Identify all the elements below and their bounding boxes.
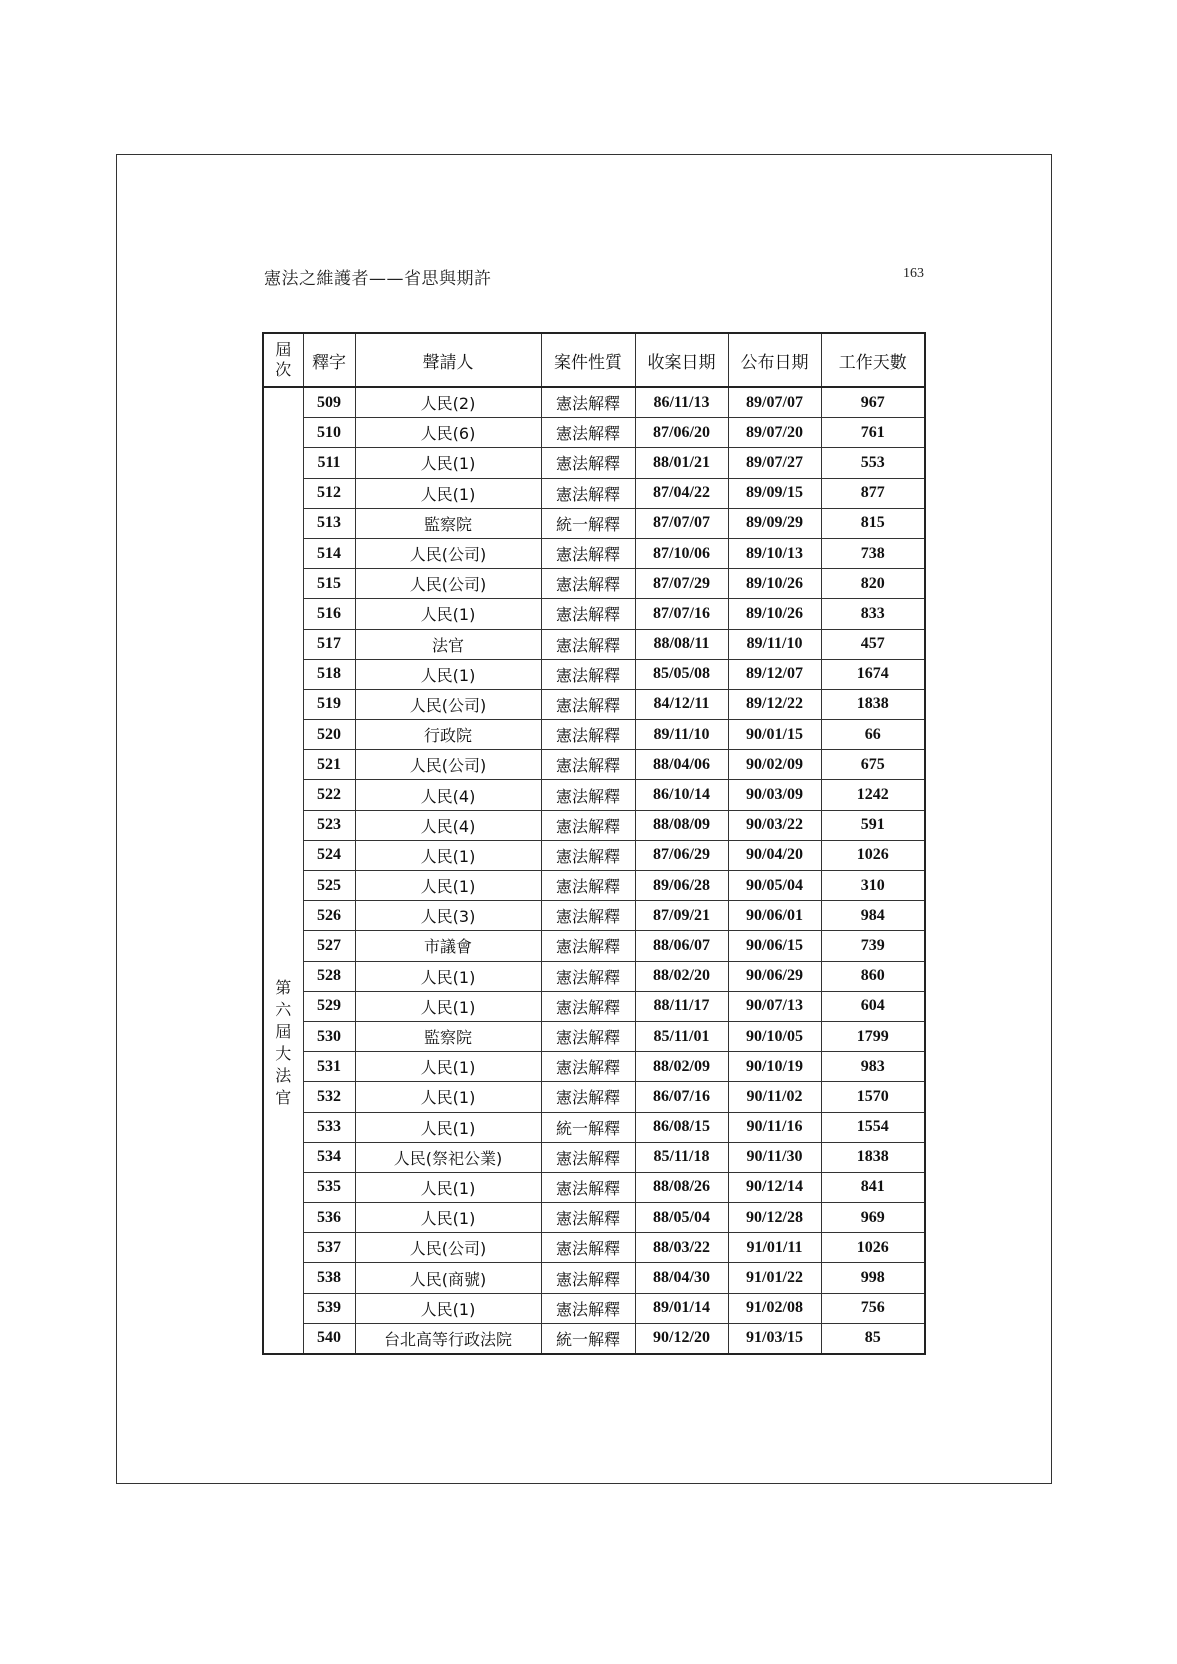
- cell-petitioner: 市議會: [355, 931, 541, 961]
- cell-interpretation-no: 538: [303, 1263, 355, 1293]
- cell-published-date: 89/07/27: [728, 448, 821, 478]
- cell-working-days: 1838: [821, 1142, 925, 1172]
- cell-published-date: 89/07/20: [728, 418, 821, 448]
- cell-received-date: 88/08/26: [635, 1172, 728, 1202]
- header-term-char-2: 次: [275, 360, 292, 379]
- cell-petitioner: 人民(祭祀公業): [355, 1142, 541, 1172]
- table-row: [263, 1293, 925, 1323]
- cell-interpretation-no: 517: [303, 629, 355, 659]
- cell-working-days: 85: [821, 1323, 925, 1354]
- cell-published-date: 89/07/07: [728, 387, 821, 418]
- cell-interpretation-no: 532: [303, 1082, 355, 1112]
- cell-received-date: 89/01/14: [635, 1293, 728, 1323]
- cell-interpretation-no: 516: [303, 599, 355, 629]
- cell-published-date: 89/11/10: [728, 629, 821, 659]
- cell-interpretation-no: 514: [303, 538, 355, 568]
- cell-petitioner: 人民(1): [355, 840, 541, 870]
- cell-interpretation-no: 529: [303, 991, 355, 1021]
- cell-published-date: 90/10/05: [728, 1021, 821, 1051]
- cell-case-type: 憲法解釋: [541, 1263, 635, 1293]
- table-row: [263, 689, 925, 719]
- cell-received-date: 87/04/22: [635, 478, 728, 508]
- interpretation-table: [262, 332, 926, 1355]
- header-term: [263, 333, 303, 387]
- header-term-char-1: 屆: [275, 340, 292, 359]
- cell-received-date: 87/07/29: [635, 569, 728, 599]
- table-row: [263, 1052, 925, 1082]
- cell-received-date: 86/10/14: [635, 780, 728, 810]
- cell-published-date: 90/03/09: [728, 780, 821, 810]
- cell-published-date: 90/06/29: [728, 961, 821, 991]
- cell-case-type: 憲法解釋: [541, 810, 635, 840]
- cell-case-type: 憲法解釋: [541, 689, 635, 719]
- table-row: [263, 1203, 925, 1233]
- cell-working-days: 967: [821, 387, 925, 418]
- cell-case-type: 憲法解釋: [541, 478, 635, 508]
- cell-working-days: 675: [821, 750, 925, 780]
- table-row: [263, 478, 925, 508]
- cell-working-days: 815: [821, 508, 925, 538]
- cell-petitioner: 監察院: [355, 508, 541, 538]
- cell-interpretation-no: 512: [303, 478, 355, 508]
- cell-received-date: 88/03/22: [635, 1233, 728, 1263]
- cell-received-date: 90/12/20: [635, 1323, 728, 1354]
- table-row: [263, 1142, 925, 1172]
- cell-petitioner: 人民(1): [355, 871, 541, 901]
- cell-working-days: 1674: [821, 659, 925, 689]
- cell-received-date: 87/06/29: [635, 840, 728, 870]
- cell-received-date: 88/02/20: [635, 961, 728, 991]
- cell-case-type: 憲法解釋: [541, 720, 635, 750]
- cell-petitioner: 人民(1): [355, 1082, 541, 1112]
- cell-case-type: 憲法解釋: [541, 1233, 635, 1263]
- table-row: [263, 961, 925, 991]
- cell-published-date: 91/03/15: [728, 1323, 821, 1354]
- cell-received-date: 86/08/15: [635, 1112, 728, 1142]
- cell-petitioner: 人民(1): [355, 1112, 541, 1142]
- cell-case-type: 憲法解釋: [541, 599, 635, 629]
- cell-petitioner: 人民(1): [355, 1172, 541, 1202]
- table-row: [263, 538, 925, 568]
- cell-working-days: 761: [821, 418, 925, 448]
- cell-working-days: 841: [821, 1172, 925, 1202]
- cell-received-date: 88/05/04: [635, 1203, 728, 1233]
- table-body: [263, 387, 925, 1354]
- cell-received-date: 87/10/06: [635, 538, 728, 568]
- cell-interpretation-no: 536: [303, 1203, 355, 1233]
- cell-case-type: 統一解釋: [541, 508, 635, 538]
- header-case-type: 案件性質: [541, 333, 635, 387]
- table-row: [263, 871, 925, 901]
- cell-interpretation-no: 530: [303, 1021, 355, 1051]
- table-row: [263, 720, 925, 750]
- cell-case-type: 憲法解釋: [541, 538, 635, 568]
- cell-interpretation-no: 537: [303, 1233, 355, 1263]
- cell-published-date: 90/11/30: [728, 1142, 821, 1172]
- cell-published-date: 90/12/14: [728, 1172, 821, 1202]
- cell-published-date: 91/01/22: [728, 1263, 821, 1293]
- table-row: [263, 418, 925, 448]
- cell-received-date: 87/07/07: [635, 508, 728, 538]
- header-interpretation-no: 釋字: [303, 333, 355, 387]
- cell-petitioner: 人民(1): [355, 1203, 541, 1233]
- cell-published-date: 90/04/20: [728, 840, 821, 870]
- cell-working-days: 860: [821, 961, 925, 991]
- cell-published-date: 90/11/16: [728, 1112, 821, 1142]
- cell-interpretation-no: 519: [303, 689, 355, 719]
- cell-received-date: 87/07/16: [635, 599, 728, 629]
- cell-published-date: 89/12/22: [728, 689, 821, 719]
- cell-case-type: 憲法解釋: [541, 840, 635, 870]
- cell-interpretation-no: 526: [303, 901, 355, 931]
- cell-published-date: 89/10/26: [728, 569, 821, 599]
- cell-case-type: 憲法解釋: [541, 418, 635, 448]
- cell-interpretation-no: 527: [303, 931, 355, 961]
- cell-received-date: 88/01/21: [635, 448, 728, 478]
- header-received-date: 收案日期: [635, 333, 728, 387]
- table-row: [263, 931, 925, 961]
- cell-petitioner: 人民(6): [355, 418, 541, 448]
- cell-published-date: 91/02/08: [728, 1293, 821, 1323]
- cell-petitioner: 人民(公司): [355, 569, 541, 599]
- cell-working-days: 1838: [821, 689, 925, 719]
- cell-case-type: 憲法解釋: [541, 1293, 635, 1323]
- cell-published-date: 90/10/19: [728, 1052, 821, 1082]
- cell-case-type: 憲法解釋: [541, 1203, 635, 1233]
- cell-published-date: 89/10/26: [728, 599, 821, 629]
- cell-interpretation-no: 523: [303, 810, 355, 840]
- cell-received-date: 88/08/11: [635, 629, 728, 659]
- cell-petitioner: 行政院: [355, 720, 541, 750]
- cell-published-date: 89/10/13: [728, 538, 821, 568]
- cell-received-date: 84/12/11: [635, 689, 728, 719]
- cell-received-date: 87/06/20: [635, 418, 728, 448]
- running-title: 憲法之維護者——省思與期許: [264, 269, 492, 289]
- table-row: [263, 387, 925, 418]
- table-row: [263, 1172, 925, 1202]
- cell-published-date: 90/06/01: [728, 901, 821, 931]
- cell-case-type: 憲法解釋: [541, 448, 635, 478]
- cell-working-days: 591: [821, 810, 925, 840]
- page-number: 163: [903, 266, 924, 281]
- table-row: [263, 1263, 925, 1293]
- cell-interpretation-no: 522: [303, 780, 355, 810]
- cell-petitioner: 人民(1): [355, 478, 541, 508]
- table-row: [263, 508, 925, 538]
- table-row: [263, 991, 925, 1021]
- cell-interpretation-no: 525: [303, 871, 355, 901]
- cell-received-date: 88/04/30: [635, 1263, 728, 1293]
- cell-received-date: 86/07/16: [635, 1082, 728, 1112]
- cell-published-date: 90/06/15: [728, 931, 821, 961]
- cell-case-type: 憲法解釋: [541, 1082, 635, 1112]
- cell-published-date: 90/05/04: [728, 871, 821, 901]
- cell-working-days: 310: [821, 871, 925, 901]
- cell-received-date: 88/04/06: [635, 750, 728, 780]
- cell-petitioner: 人民(1): [355, 991, 541, 1021]
- table-row: [263, 1021, 925, 1051]
- table-row: [263, 659, 925, 689]
- cell-working-days: 833: [821, 599, 925, 629]
- cell-case-type: 憲法解釋: [541, 901, 635, 931]
- cell-petitioner: 人民(4): [355, 780, 541, 810]
- cell-interpretation-no: 510: [303, 418, 355, 448]
- table-row: [263, 1112, 925, 1142]
- cell-interpretation-no: 539: [303, 1293, 355, 1323]
- cell-interpretation-no: 540: [303, 1323, 355, 1354]
- cell-petitioner: 人民(1): [355, 448, 541, 478]
- cell-petitioner: 人民(2): [355, 387, 541, 418]
- table-row: [263, 901, 925, 931]
- cell-petitioner: 人民(商號): [355, 1263, 541, 1293]
- cell-case-type: 憲法解釋: [541, 629, 635, 659]
- cell-working-days: 1026: [821, 1233, 925, 1263]
- table-row: [263, 1082, 925, 1112]
- cell-interpretation-no: 524: [303, 840, 355, 870]
- table-row: [263, 1233, 925, 1263]
- cell-working-days: 604: [821, 991, 925, 1021]
- cell-petitioner: 人民(1): [355, 1293, 541, 1323]
- cell-case-type: 憲法解釋: [541, 1052, 635, 1082]
- cell-case-type: 憲法解釋: [541, 991, 635, 1021]
- header-working-days: 工作天數: [821, 333, 925, 387]
- cell-working-days: 998: [821, 1263, 925, 1293]
- cell-case-type: 憲法解釋: [541, 659, 635, 689]
- cell-petitioner: 人民(公司): [355, 538, 541, 568]
- cell-working-days: 756: [821, 1293, 925, 1323]
- cell-petitioner: 法官: [355, 629, 541, 659]
- cell-petitioner: 監察院: [355, 1021, 541, 1051]
- table-row: [263, 448, 925, 478]
- cell-interpretation-no: 534: [303, 1142, 355, 1172]
- cell-petitioner: 人民(4): [355, 810, 541, 840]
- cell-working-days: 66: [821, 720, 925, 750]
- cell-published-date: 90/07/13: [728, 991, 821, 1021]
- cell-received-date: 85/11/01: [635, 1021, 728, 1051]
- cell-working-days: 984: [821, 901, 925, 931]
- table-row: [263, 840, 925, 870]
- cell-working-days: 820: [821, 569, 925, 599]
- cell-received-date: 89/06/28: [635, 871, 728, 901]
- cell-case-type: 憲法解釋: [541, 871, 635, 901]
- cell-interpretation-no: 528: [303, 961, 355, 991]
- term-cell: [263, 387, 303, 1354]
- cell-working-days: 1026: [821, 840, 925, 870]
- cell-case-type: 憲法解釋: [541, 931, 635, 961]
- cell-interpretation-no: 531: [303, 1052, 355, 1082]
- cell-published-date: 89/09/29: [728, 508, 821, 538]
- cell-received-date: 85/05/08: [635, 659, 728, 689]
- cell-published-date: 89/12/07: [728, 659, 821, 689]
- header-petitioner: 聲請人: [355, 333, 541, 387]
- cell-case-type: 憲法解釋: [541, 569, 635, 599]
- cell-working-days: 738: [821, 538, 925, 568]
- cell-interpretation-no: 511: [303, 448, 355, 478]
- cell-case-type: 憲法解釋: [541, 387, 635, 418]
- cell-published-date: 90/03/22: [728, 810, 821, 840]
- cell-received-date: 88/06/07: [635, 931, 728, 961]
- cell-case-type: 憲法解釋: [541, 1172, 635, 1202]
- cell-interpretation-no: 533: [303, 1112, 355, 1142]
- cell-case-type: 憲法解釋: [541, 780, 635, 810]
- table-header-row: [263, 333, 925, 387]
- cell-petitioner: 台北高等行政法院: [355, 1323, 541, 1354]
- cell-interpretation-no: 515: [303, 569, 355, 599]
- cell-case-type: 憲法解釋: [541, 961, 635, 991]
- cell-published-date: 90/11/02: [728, 1082, 821, 1112]
- cell-received-date: 88/11/17: [635, 991, 728, 1021]
- table-row: [263, 1323, 925, 1354]
- term-label: 第六屆大法官: [275, 978, 292, 1107]
- cell-received-date: 85/11/18: [635, 1142, 728, 1172]
- cell-petitioner: 人民(公司): [355, 689, 541, 719]
- cell-petitioner: 人民(3): [355, 901, 541, 931]
- cell-working-days: 983: [821, 1052, 925, 1082]
- table-row: [263, 780, 925, 810]
- table-row: [263, 810, 925, 840]
- header-published-date: 公布日期: [728, 333, 821, 387]
- cell-working-days: 877: [821, 478, 925, 508]
- cell-working-days: 1799: [821, 1021, 925, 1051]
- cell-working-days: 969: [821, 1203, 925, 1233]
- cell-petitioner: 人民(公司): [355, 750, 541, 780]
- cell-working-days: 1242: [821, 780, 925, 810]
- table-row: [263, 599, 925, 629]
- cell-petitioner: 人民(公司): [355, 1233, 541, 1263]
- cell-interpretation-no: 521: [303, 750, 355, 780]
- cell-petitioner: 人民(1): [355, 961, 541, 991]
- cell-working-days: 1554: [821, 1112, 925, 1142]
- cell-interpretation-no: 513: [303, 508, 355, 538]
- table-row: [263, 750, 925, 780]
- cell-petitioner: 人民(1): [355, 599, 541, 629]
- cell-working-days: 739: [821, 931, 925, 961]
- cell-published-date: 89/09/15: [728, 478, 821, 508]
- cell-working-days: 457: [821, 629, 925, 659]
- cell-case-type: 憲法解釋: [541, 1021, 635, 1051]
- cell-received-date: 86/11/13: [635, 387, 728, 418]
- cell-published-date: 90/01/15: [728, 720, 821, 750]
- cell-received-date: 87/09/21: [635, 901, 728, 931]
- cell-published-date: 90/02/09: [728, 750, 821, 780]
- cell-interpretation-no: 520: [303, 720, 355, 750]
- cell-case-type: 統一解釋: [541, 1323, 635, 1354]
- table-row: [263, 629, 925, 659]
- cell-interpretation-no: 509: [303, 387, 355, 418]
- cell-published-date: 91/01/11: [728, 1233, 821, 1263]
- running-header: [264, 262, 924, 288]
- cell-interpretation-no: 518: [303, 659, 355, 689]
- cell-published-date: 90/12/28: [728, 1203, 821, 1233]
- cell-petitioner: 人民(1): [355, 1052, 541, 1082]
- cell-case-type: 憲法解釋: [541, 750, 635, 780]
- cell-working-days: 1570: [821, 1082, 925, 1112]
- cell-received-date: 89/11/10: [635, 720, 728, 750]
- cell-case-type: 統一解釋: [541, 1112, 635, 1142]
- cell-interpretation-no: 535: [303, 1172, 355, 1202]
- cell-received-date: 88/08/09: [635, 810, 728, 840]
- table-row: [263, 569, 925, 599]
- cell-case-type: 憲法解釋: [541, 1142, 635, 1172]
- cell-received-date: 88/02/09: [635, 1052, 728, 1082]
- cell-petitioner: 人民(1): [355, 659, 541, 689]
- cell-working-days: 553: [821, 448, 925, 478]
